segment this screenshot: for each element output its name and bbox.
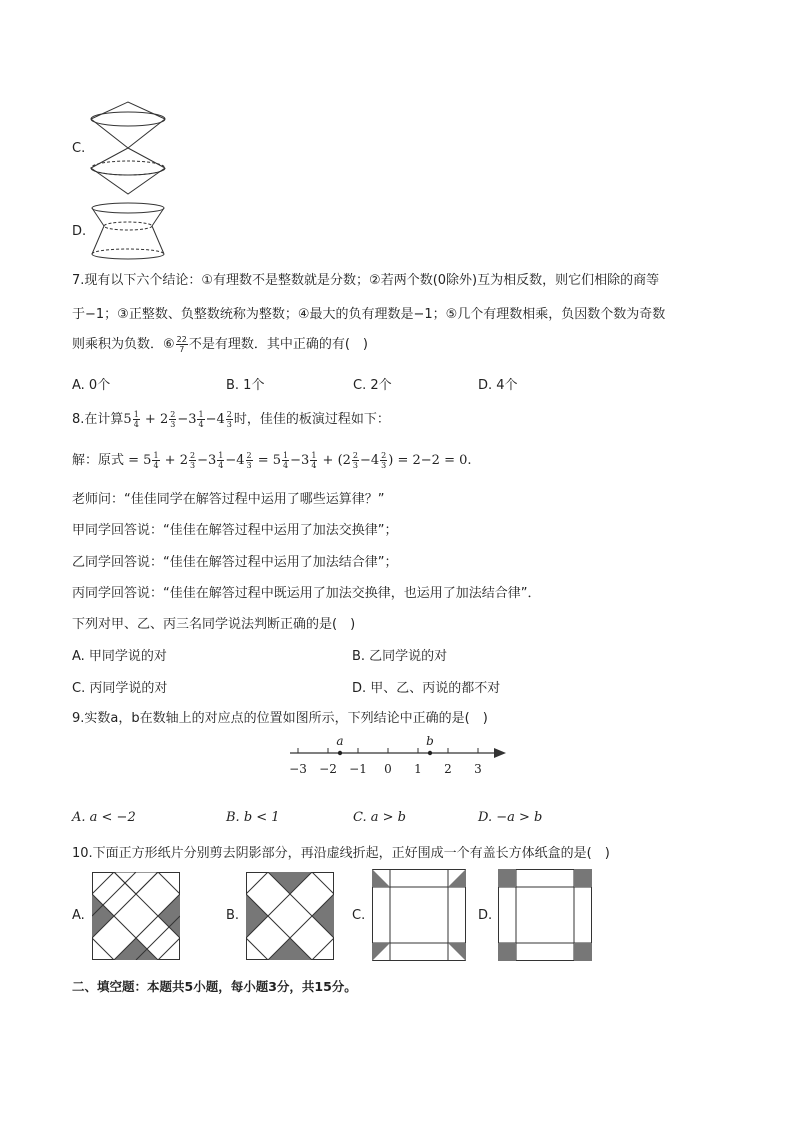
q7-option-a[interactable]: A. 0个 xyxy=(72,378,111,393)
q8-stem-suffix: 时，佳佳的板演过程如下： xyxy=(233,412,390,427)
double-cone-figure-c xyxy=(86,100,170,198)
paper-figure-b[interactable] xyxy=(246,872,334,960)
q7-option-b[interactable]: B. 1个 xyxy=(226,378,265,393)
frustum-figure-d xyxy=(86,200,170,262)
q9-stem: 9.实数a，b在数轴上的对应点的位置如图所示，下列结论中正确的是( ) xyxy=(72,711,488,726)
tick-group xyxy=(289,748,482,776)
point-a-label: a xyxy=(336,734,344,748)
q8-stem-prefix: 8.在计算 xyxy=(72,412,124,427)
q8-bing: 丙同学回答说：“佳佳在解答过程中既运用了加法交换律，也运用了加法结合律”． xyxy=(72,586,541,601)
number-line-tick-label: 2 xyxy=(444,762,452,776)
q8-question: 下列对甲、乙、丙三名同学说法判断正确的是( ) xyxy=(72,617,356,632)
point-b-label: b xyxy=(426,734,434,748)
q7-fraction xyxy=(176,335,188,354)
paper-figure-a[interactable] xyxy=(92,872,180,960)
q10-option-d-label[interactable]: D. xyxy=(478,908,493,923)
point-group xyxy=(336,734,433,755)
paper-figure-c[interactable] xyxy=(372,869,466,961)
point-b-dot xyxy=(428,751,432,755)
q8-option-a[interactable]: A. 甲同学说的对 xyxy=(72,649,167,664)
q9-option-c[interactable]: C. a > b xyxy=(353,810,406,825)
number-line-tick-label: −3 xyxy=(289,762,307,776)
number-line-tick-label: 0 xyxy=(384,762,392,776)
q10-stem: 10.下面正方形纸片分别剪去阴影部分，再沿虚线折起，正好围成一个有盖长方体纸盒的是( ) xyxy=(72,846,610,861)
q10-option-c-label[interactable]: C. xyxy=(352,908,366,923)
q7-option-d[interactable]: D. 4个 xyxy=(478,378,518,393)
q9-option-d[interactable]: D. −a > b xyxy=(478,810,543,825)
q7-line-3 xyxy=(72,333,368,354)
q8-yi: 乙同学回答说：“佳佳在解答过程中运用了加法结合律”； xyxy=(72,555,398,570)
q8-expression: 5 $\frac{1}{4}$ + 2 $\frac{2}{3}$ −3 $\frac{1}{4}$ −4 $\frac{2}{3}$ xyxy=(123,410,232,429)
section-2-heading: 二、填空题：本题共5小题，每小题3分，共15分。 xyxy=(72,979,357,994)
q8-solution-expression: = 5 $\frac{1}{4}$ + 2 $\frac{2}{3}$ −3 $\frac{1}{4}$ −4 $\frac{2}{3}$ = 5 $\frac{1}{4}$ −3 $\frac{1}{4}$ + (2 $\frac{2}{3}$ −4 $\frac{2}{3}$ ) xyxy=(124,451,398,470)
q8-solution xyxy=(72,449,472,470)
q7-line-3-prefix: 则乘积为负数．⑥ xyxy=(72,337,175,352)
q7-option-c[interactable]: C. 2个 xyxy=(353,378,392,393)
q8-option-c[interactable]: C. 丙同学说的对 xyxy=(72,681,168,696)
q7-line-2: 于−1；③正整数、负整数统称为整数；④最大的负有理数是−1；⑤几个有理数相乘，负因数个数为奇数 xyxy=(72,307,666,322)
number-line-tick-label: 1 xyxy=(414,762,422,776)
q7-line-1: 7.现有以下六个结论：①有理数不是整数就是分数；②若两个数(0除外)互为相反数，则它们相除的商等 xyxy=(72,273,660,288)
q8-solution-result: = 2−2 = 0. xyxy=(397,453,472,468)
number-line-tick-label: −1 xyxy=(349,762,367,776)
q8-option-b[interactable]: B. 乙同学说的对 xyxy=(352,649,448,664)
q8-jia: 甲同学回答说：“佳佳在解答过程中运用了加法交换律”； xyxy=(72,523,398,538)
point-a-dot xyxy=(338,751,342,755)
number-line-tick-label: −2 xyxy=(319,762,337,776)
q8-solution-prefix: 解：原式 xyxy=(72,453,125,468)
paper-figure-d[interactable] xyxy=(498,869,592,961)
q9-option-b[interactable]: B. b < 1 xyxy=(226,810,280,825)
q9-option-a[interactable]: A. a < −2 xyxy=(72,810,136,825)
number-line-arrow-icon xyxy=(494,748,506,758)
number-line-tick-label: 3 xyxy=(474,762,482,776)
option-d-label: D. xyxy=(72,224,87,239)
q7-line-3-suffix: 不是有理数．其中正确的有( ) xyxy=(188,337,368,352)
q7-fraction-denominator: 7 xyxy=(179,345,185,354)
q10-option-b-label[interactable]: B. xyxy=(226,908,240,923)
q7-fraction-numerator: 22 xyxy=(176,335,187,344)
option-c-label: C. xyxy=(72,141,86,156)
number-line xyxy=(282,728,512,780)
q8-teacher: 老师问：“佳佳同学在解答过程中运用了哪些运算律？” xyxy=(72,492,385,507)
q8-option-d[interactable]: D. 甲、乙、丙说的都不对 xyxy=(352,681,501,696)
q10-option-a-label[interactable]: A. xyxy=(72,908,85,923)
q8-stem xyxy=(72,408,390,429)
